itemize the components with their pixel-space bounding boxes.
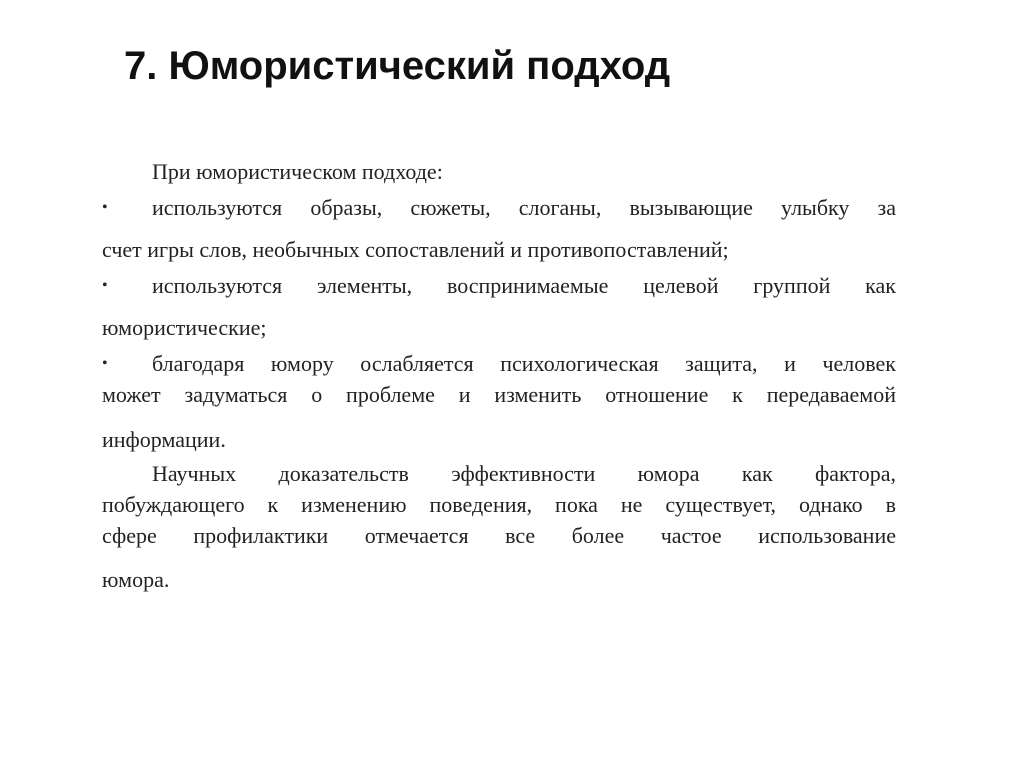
bullet-3-text: благодаря юмору ослабляется психологическая защита, и человек [152,351,896,376]
bullet-1-text: используются образы, сюжеты, слоганы, вызывающие улыбку за [152,195,896,220]
bullet-1-line-1 [102,192,896,224]
bullet-3-line-2: может задуматься о проблеме и изменить отношение к передаваемой [102,382,896,407]
intro-line: При юмористическом подходе: [152,159,443,184]
bullet-1-line-2: счет игры слов, необычных сопоставлений и противопоставлений; [102,237,729,262]
bullet-icon: • [102,277,108,294]
bullet-3-line-3: информации. [102,427,226,452]
closing-line-2: побуждающего к изменению поведения, пока не существует, однако в [102,492,896,517]
bullet-icon: • [102,355,108,372]
bullet-3-line-1 [102,348,896,380]
bullet-2-line-2: юмористические; [102,315,267,340]
closing-line-1: Научных доказательств эффективности юмора как фактора, [152,461,896,486]
closing-line-4: юмора. [102,567,170,592]
bullet-icon: • [102,199,108,216]
bullet-2-line-1 [102,270,896,302]
bullet-2-text: используются элементы, воспринимаемые целевой группой как [152,273,896,298]
page-title: 7. Юмористический подход [124,44,671,88]
closing-line-3: сфере профилактики отмечается все более частое использование [102,523,896,548]
